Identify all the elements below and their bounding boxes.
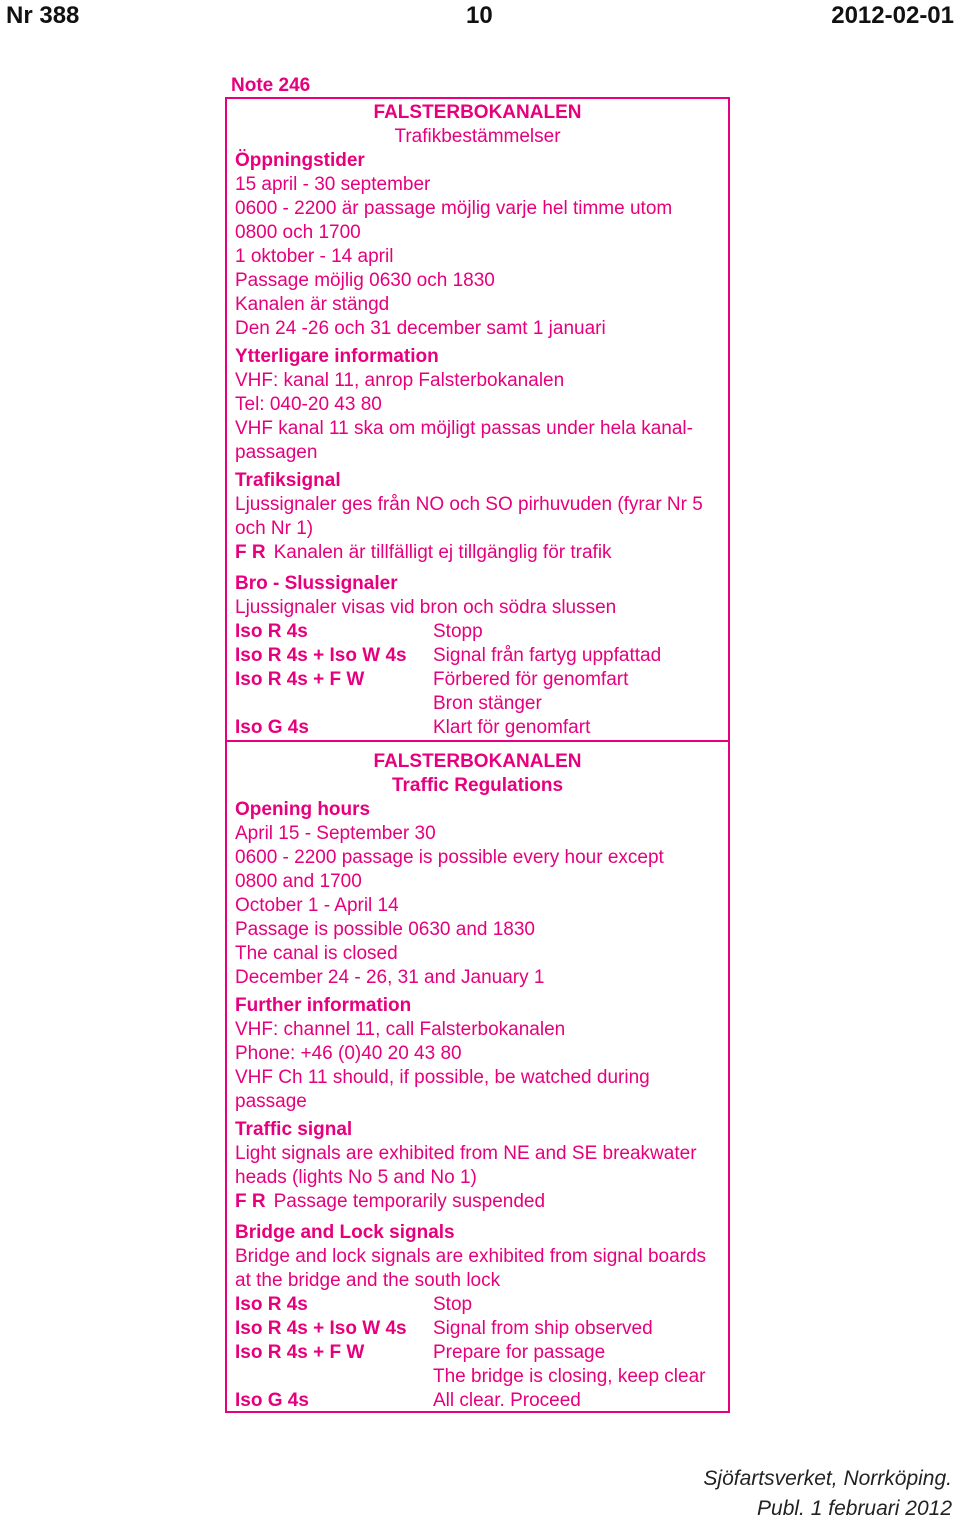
signal-code: Iso G 4s (235, 1390, 309, 1411)
signal-code: Iso R 4s + F W (235, 1342, 365, 1363)
signal-meaning: Signal from ship observed (433, 1318, 653, 1339)
signal-code: Iso R 4s + Iso W 4s (235, 1318, 407, 1339)
notice-title: FALSTERBOKANALEN (373, 751, 582, 772)
signal-meaning: All clear. Proceed (433, 1390, 581, 1411)
text-line: 0800 and 1700 (235, 871, 362, 892)
text-line: Den 24 -26 och 31 december samt 1 januari (235, 318, 606, 339)
signal-meaning: Signal från fartyg uppfattad (433, 645, 662, 666)
text-line: VHF kanal 11 ska om möjligt passas under hela kanal- (235, 418, 693, 439)
publication-date-line: Publ. 1 februari 2012 (757, 1497, 952, 1520)
text-line: April 15 - September 30 (235, 823, 436, 844)
text-line: Ljussignaler visas vid bron och södra slussen (235, 597, 617, 618)
text-line: Bridge and lock signals are exhibited from signal boards (235, 1246, 707, 1267)
text-line: Tel: 040-20 43 80 (235, 394, 382, 415)
section-heading: Bro - Slussignaler (235, 573, 398, 594)
text-line: Passage is possible 0630 and 1830 (235, 919, 536, 940)
notice-subtitle: Traffic Regulations (391, 775, 564, 796)
signal-code: Iso R 4s + F W (235, 669, 365, 690)
fr-signal-line (235, 1190, 545, 1214)
page-number: 10 (466, 2, 493, 29)
fr-signal-text: Passage temporarily suspended (273, 1191, 546, 1212)
signal-meaning: Stop (433, 1294, 473, 1315)
section-heading: Bridge and Lock signals (235, 1222, 455, 1243)
text-line: passagen (235, 442, 318, 463)
english-notice-box (225, 740, 730, 1413)
section-heading: Trafiksignal (235, 470, 341, 491)
text-line: VHF: channel 11, call Falsterbokanalen (235, 1019, 566, 1040)
text-line: och Nr 1) (235, 518, 314, 539)
fr-signal-code: F R (235, 542, 266, 563)
section-heading: Ytterligare information (235, 346, 439, 367)
signal-meaning: The bridge is closing, keep clear (433, 1366, 706, 1387)
notice-title: FALSTERBOKANALEN (373, 102, 582, 123)
signal-meaning: Prepare for passage (433, 1342, 606, 1363)
section-heading: Further information (235, 995, 412, 1016)
text-line: passage (235, 1091, 307, 1112)
signal-meaning: Bron stänger (433, 693, 542, 714)
signal-code: Iso R 4s (235, 621, 308, 642)
text-line: December 24 - 26, 31 and January 1 (235, 967, 545, 988)
text-line: Kanalen är stängd (235, 294, 390, 315)
text-line: VHF Ch 11 should, if possible, be watched during (235, 1067, 650, 1088)
signal-code: Iso G 4s (235, 717, 309, 738)
notice-subtitle: Trafikbestämmelser (394, 126, 561, 147)
text-line: The canal is closed (235, 943, 398, 964)
text-line: heads (lights No 5 and No 1) (235, 1167, 477, 1188)
publisher-footer (703, 1464, 952, 1524)
text-line: Phone: +46 (0)40 20 43 80 (235, 1043, 462, 1064)
issue-number: Nr 388 (6, 2, 80, 29)
signal-code: Iso R 4s + Iso W 4s (235, 645, 407, 666)
text-line: VHF: kanal 11, anrop Falsterbokanalen (235, 370, 565, 391)
signal-meaning: Stopp (433, 621, 483, 642)
text-line: Ljussignaler ges från NO och SO pirhuvuden (fyrar Nr 5 (235, 494, 703, 515)
section-heading: Opening hours (235, 799, 371, 820)
text-line: Passage möjlig 0630 och 1830 (235, 270, 495, 291)
text-line: Light signals are exhibited from NE and SE breakwater (235, 1143, 697, 1164)
text-line: 0600 - 2200 passage is possible every hour except (235, 847, 664, 868)
publisher-line: Sjöfartsverket, Norrköping. (703, 1467, 952, 1490)
signal-code: Iso R 4s (235, 1294, 308, 1315)
signal-meaning: Klart för genomfart (433, 717, 591, 738)
text-line: 0800 och 1700 (235, 222, 361, 243)
note-label: Note 246 (231, 75, 311, 96)
section-heading: Traffic signal (235, 1119, 353, 1140)
swedish-notice-box (225, 97, 730, 742)
text-line: at the bridge and the south lock (235, 1270, 501, 1291)
text-line: 15 april - 30 september (235, 174, 431, 195)
fr-signal-line (235, 541, 612, 565)
issue-date: 2012-02-01 (831, 2, 954, 29)
text-line: October 1 - April 14 (235, 895, 399, 916)
fr-signal-code: F R (235, 1191, 266, 1212)
text-line: 0600 - 2200 är passage möjlig varje hel timme utom (235, 198, 673, 219)
section-heading: Öppningstider (235, 150, 365, 171)
text-line: 1 oktober - 14 april (235, 246, 394, 267)
signal-meaning: Förbered för genomfart (433, 669, 629, 690)
fr-signal-text: Kanalen är tillfälligt ej tillgänglig för trafik (273, 542, 612, 563)
